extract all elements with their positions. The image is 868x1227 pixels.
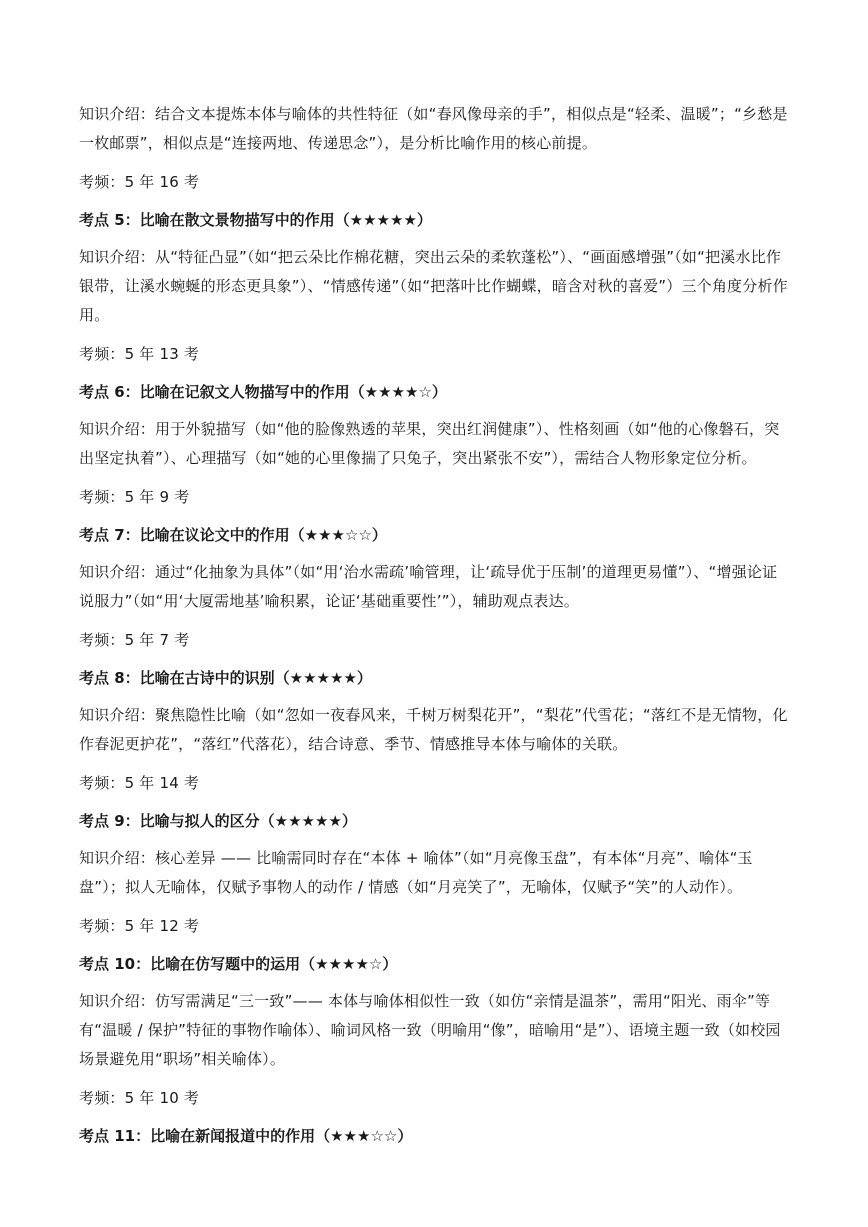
exam-point-title: 考点 7：比喻在议论文中的作用（★★★☆☆） [79, 526, 387, 544]
knowledge-intro: 知识介绍：聚焦隐性比喻（如“忽如一夜春风来，千树万树梨花开”，“梨花”代雪花；“落红不是无情物，化作春泥更护花”，“落红”代落花），结合诗意、季节、情感推导本体与喻体的关联。 [79, 706, 788, 753]
exam-frequency: 考频：5 年 9 考 [79, 488, 190, 506]
knowledge-intro: 知识介绍：核心差异 —— 比喻需同时存在“本体 + 喻体”（如“月亮像玉盘”，有本体“月亮”、喻体“玉盘”）；拟人无喻体，仅赋予事物人的动作 / 情感（如“月亮笑了”，无喻体，仅赋予“笑”的人动作）。 [79, 849, 753, 896]
exam-point-title: 考点 9：比喻与拟人的区分（★★★★★） [79, 812, 357, 830]
exam-point-title: 考点 5：比喻在散文景物描写中的作用（★★★★★） [79, 211, 432, 229]
exam-frequency: 考频：5 年 14 考 [79, 774, 200, 792]
knowledge-intro: 知识介绍：从“特征凸显”（如“把云朵比作棉花糖，突出云朵的柔软蓬松”）、“画面感增强”（如“把溪水比作银带，让溪水蜿蜒的形态更具象”）、“情感传递”（如“把落叶比作蝴蝶，暗含对秋的喜爱”）三个角度分析作用。 [79, 248, 788, 324]
exam-point-title: 考点 10：比喻在仿写题中的运用（★★★★☆） [79, 955, 398, 973]
exam-frequency: 考频：5 年 16 考 [79, 173, 200, 191]
exam-frequency: 考频：5 年 7 考 [79, 631, 190, 649]
exam-frequency: 考频：5 年 13 考 [79, 345, 200, 363]
exam-point-title: 考点 6：比喻在记叙文人物描写中的作用（★★★★☆） [79, 383, 447, 401]
exam-point-title: 考点 11：比喻在新闻报道中的作用（★★★☆☆） [79, 1127, 413, 1145]
knowledge-intro: 知识介绍：通过“化抽象为具体”（如“用‘治水需疏’喻管理，让‘疏导优于压制’的道理更易懂”）、“增强论证说服力”（如“用‘大厦需地基’喻积累，论证‘基础重要性’”），辅助观点表达。 [79, 563, 778, 610]
exam-frequency: 考频：5 年 12 考 [79, 917, 200, 935]
knowledge-intro: 知识介绍：结合文本提炼本体与喻体的共性特征（如“春风像母亲的手”，相似点是“轻柔、温暖”；“乡愁是一枚邮票”，相似点是“连接两地、传递思念”），是分析比喻作用的核心前提。 [79, 105, 788, 152]
knowledge-intro: 知识介绍：仿写需满足“三一致”—— 本体与喻体相似性一致（如仿“亲情是温茶”，需用“阳光、雨伞”等有“温暖 / 保护”特征的事物作喻体）、喻词风格一致（明喻用“像”，暗喻用“是”）、语境主题一致（如校园场景避免用“职场”相关喻体）。 [79, 992, 781, 1068]
knowledge-intro: 知识介绍：用于外貌描写（如“他的脸像熟透的苹果，突出红润健康”）、性格刻画（如“他的心像磐石，突出坚定执着”）、心理描写（如“她的心里像揣了只兔子，突出紧张不安”），需结合人物形象定位分析。 [79, 420, 780, 467]
exam-point-title: 考点 8：比喻在古诗中的识别（★★★★★） [79, 669, 372, 687]
exam-frequency: 考频：5 年 10 考 [79, 1089, 200, 1107]
